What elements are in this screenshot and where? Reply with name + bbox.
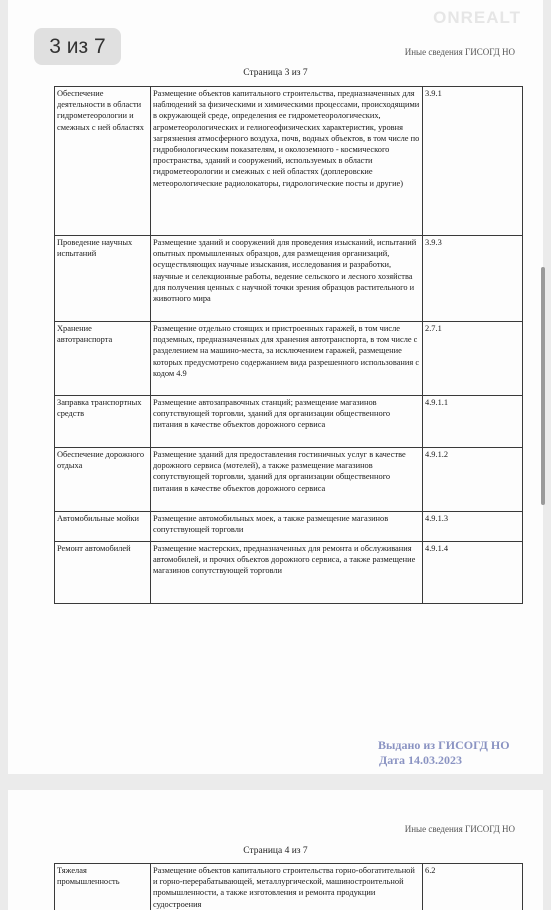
use-description-cell: Размещение мастерских, предназначенных для ремонта и обслуживания автомобилей, и прочих объектов дорожного сервиса, а также размещение магазинов сопутствующей торговли xyxy=(151,542,423,604)
table-row xyxy=(55,512,523,542)
use-code-cell: 3.9.1 xyxy=(423,87,523,236)
use-name-cell: Тяжелая промышленность xyxy=(55,864,151,910)
document-page-4 xyxy=(8,790,543,910)
use-name-cell: Обеспечение деятельности в области гидрометеорологии и смежных с ней областях xyxy=(55,87,151,236)
table-row xyxy=(55,448,523,512)
use-code-cell: 4.9.1.2 xyxy=(423,448,523,512)
use-name-cell: Ремонт автомобилей xyxy=(55,542,151,604)
table-row xyxy=(55,542,523,604)
vertical-scrollbar-thumb[interactable] xyxy=(541,267,545,505)
land-use-table xyxy=(54,86,523,604)
use-description-cell: Размещение автомобильных моек, а также размещение магазинов сопутствующей торговли xyxy=(151,512,423,542)
stamp-issued-line: Выдано из ГИСОГД НО xyxy=(378,738,510,752)
use-name-cell: Автомобильные мойки xyxy=(55,512,151,542)
watermark-logo: ONREALT xyxy=(433,8,521,27)
use-name-cell: Проведение научных испытаний xyxy=(55,236,151,322)
page-header-note: Иные сведения ГИСОГД НО xyxy=(404,47,515,57)
use-description-cell: Размещение зданий и сооружений для проведения изысканий, испытаний опытных промышленных образцов, для размещения организаций, осуществляющих научные изыскания, исследования и разработки, научные и селекционные работы, ведение сельского и лесного хозяйства для получения ценных с научной точки зрения образцов растительного и животного мира xyxy=(151,236,423,322)
document-page-3 xyxy=(8,0,543,774)
use-code-cell: 4.9.1.4 xyxy=(423,542,523,604)
issued-stamp xyxy=(378,738,510,768)
table-row xyxy=(55,396,523,448)
table-row xyxy=(55,322,523,396)
use-code-cell: 4.9.1.3 xyxy=(423,512,523,542)
use-description-cell: Размещение зданий для предоставления гостиничных услуг в качестве дорожного сервиса (мотелей), а также размещение магазинов сопутствующей торговли, зданий для организации общественного питания в качестве объектов дорожного сервиса xyxy=(151,448,423,512)
page-counter-badge: 3 из 7 xyxy=(34,28,121,65)
use-name-cell: Заправка транспортных средств xyxy=(55,396,151,448)
use-name-cell: Хранение автотранспорта xyxy=(55,322,151,396)
land-use-table xyxy=(54,863,523,910)
page-header-note: Иные сведения ГИСОГД НО xyxy=(404,824,515,834)
table-row xyxy=(55,864,523,910)
stamp-date-line: Дата 14.03.2023 xyxy=(379,753,462,767)
use-description-cell: Размещение объектов капитального строительства, предназначенных для наблюдений за физическими и химическими процессами, происходящими в окружающей среде, определения ее гидрометеорологических, агрометеорологических и гелиогеофизических характеристик, уровня загрязнения атмосферного воздуха, почв, водных объектов, в том числе по гидробиологическим показателям, и околоземного - космического пространства, зданий и сооружений, используемых в области гидрометеорологии и смежных с ней областях (доплеровские метеорологические радиолокаторы, гидрологические посты и другие) xyxy=(151,87,423,236)
use-code-cell: 3.9.3 xyxy=(423,236,523,322)
table-row xyxy=(55,236,523,322)
page-title: Страница 3 из 7 xyxy=(243,68,308,78)
use-description-cell: Размещение автозаправочных станций; размещение магазинов сопутствующей торговли, зданий для организации общественного питания в качестве объектов дорожного сервиса xyxy=(151,396,423,448)
use-code-cell: 4.9.1.1 xyxy=(423,396,523,448)
use-name-cell: Обеспечение дорожного отдыха xyxy=(55,448,151,512)
page-title: Страница 4 из 7 xyxy=(243,846,308,856)
use-code-cell: 2.7.1 xyxy=(423,322,523,396)
use-description-cell: Размещение отдельно стоящих и пристроенных гаражей, в том числе подземных, предназначенных для хранения автотранспорта, в том числе с разделением на машино-места, за исключением гаражей, размещение которых предусмотрено содержанием вида разрешенного использования с кодом 4.9 xyxy=(151,322,423,396)
use-code-cell: 6.2 xyxy=(423,864,523,910)
table-row xyxy=(55,87,523,236)
use-description-cell: Размещение объектов капитального строительства горно-обогатительной и горно-перерабатывающей, металлургической, машиностроительной промышленности, а также изготовления и ремонта продукции судостроения xyxy=(151,864,423,910)
